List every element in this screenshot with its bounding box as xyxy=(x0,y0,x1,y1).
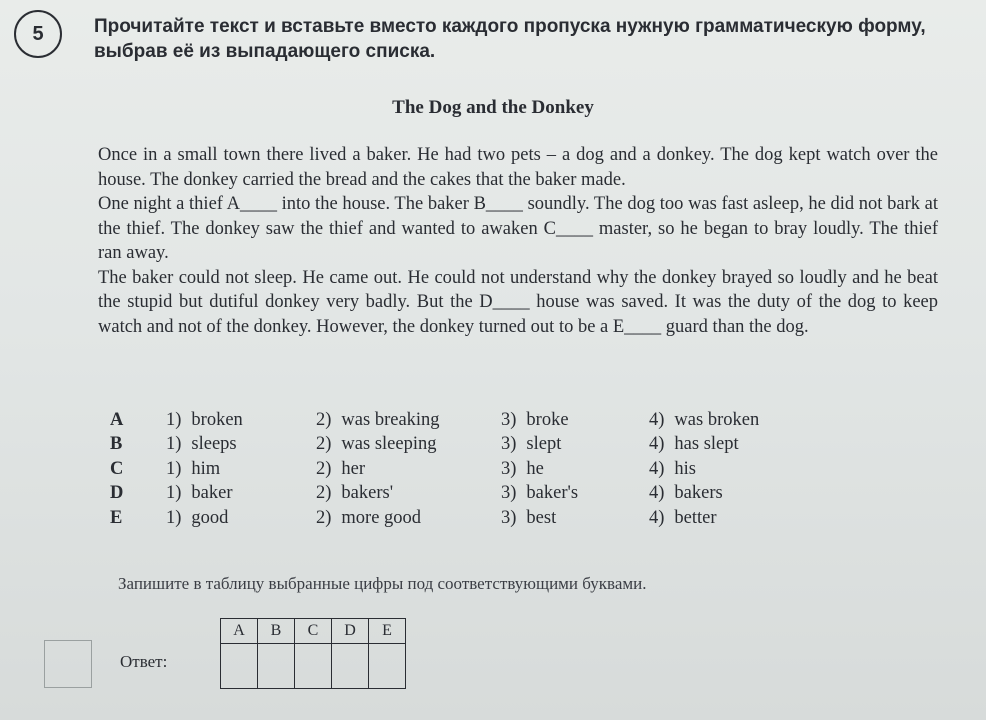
task-number: 5 xyxy=(32,22,44,45)
option-choice[interactable]: 2) was breaking xyxy=(316,409,440,430)
answer-column-header: A xyxy=(221,619,258,644)
passage xyxy=(98,143,938,339)
option-choice[interactable]: 4) was broken xyxy=(649,409,760,430)
answer-column-header: D xyxy=(332,619,369,644)
option-choice[interactable]: 1) broken xyxy=(166,409,243,430)
answer-checkbox[interactable] xyxy=(44,640,92,688)
answer-cell-d[interactable] xyxy=(332,644,369,689)
gap-letter: D xyxy=(110,483,124,504)
option-choice[interactable]: 2) bakers' xyxy=(316,483,394,504)
answer-cell-e[interactable] xyxy=(369,644,406,689)
passage-paragraph: The baker could not sleep. He came out. He could not understand why the donkey brayed so loudly and he beat the stupid but dutiful donkey very badly. But the D____ house was saved. It was the duty of the dog to keep watch and not of the donkey. However, the donkey turned out to be a E____ guard than the dog. xyxy=(98,267,938,337)
gap-letter: B xyxy=(110,434,123,455)
passage-paragraph: Once in a small town there lived a baker. He had two pets – a dog and a donkey. The dog kept watch over the house. The donkey carried the bread and the cakes that the baker made. xyxy=(98,145,938,190)
answer-table-header xyxy=(221,619,406,644)
option-choice[interactable]: 4) has slept xyxy=(649,434,739,455)
gap-letter: E xyxy=(110,507,123,528)
option-choice[interactable]: 3) broke xyxy=(501,409,569,430)
answer-table xyxy=(220,618,406,689)
option-choice[interactable]: 1) him xyxy=(166,458,221,479)
task-instruction: Прочитайте текст и вставьте вместо каждого пропуска нужную грамматическую форму, выбрав её из выпадающего списка. xyxy=(94,16,926,62)
options-row-c xyxy=(110,457,830,482)
option-choice[interactable]: 4) bakers xyxy=(649,483,723,504)
option-choice[interactable]: 2) was sleeping xyxy=(316,434,437,455)
options-row-b xyxy=(110,433,830,458)
answer-cell-b[interactable] xyxy=(258,644,295,689)
answer-table-row xyxy=(221,644,406,689)
task-number-badge xyxy=(14,10,62,58)
option-choice[interactable]: 4) better xyxy=(649,507,717,528)
options-row-d xyxy=(110,482,830,507)
option-choice[interactable]: 4) his xyxy=(649,458,697,479)
answer-cell-a[interactable] xyxy=(221,644,258,689)
option-choice[interactable]: 1) sleeps xyxy=(166,434,237,455)
answer-label: Ответ: xyxy=(120,652,168,671)
options-row-e xyxy=(110,506,830,531)
option-choice[interactable]: 3) baker's xyxy=(501,483,579,504)
answer-options xyxy=(110,408,830,531)
gap-letter: C xyxy=(110,458,124,479)
answer-column-header: C xyxy=(295,619,332,644)
option-choice[interactable]: 3) he xyxy=(501,458,544,479)
option-choice[interactable]: 1) baker xyxy=(166,483,233,504)
options-row-a xyxy=(110,408,830,433)
option-choice[interactable]: 3) best xyxy=(501,507,557,528)
option-choice[interactable]: 1) good xyxy=(166,507,229,528)
answer-column-header: E xyxy=(369,619,406,644)
text-title: The Dog and the Donkey xyxy=(392,97,594,118)
table-instruction: Запишите в таблицу выбранные цифры под соответствующими буквами. xyxy=(118,574,647,593)
option-choice[interactable]: 2) her xyxy=(316,458,366,479)
passage-paragraph: One night a thief A____ into the house. The baker B____ soundly. The dog too was fast asleep, he did not bark at the thief. The donkey saw the thief and wanted to awaken C____ master, so he began to bray loudly. The thief ran away. xyxy=(98,194,938,263)
option-choice[interactable]: 3) slept xyxy=(501,434,562,455)
answer-column-header: B xyxy=(258,619,295,644)
answer-cell-c[interactable] xyxy=(295,644,332,689)
option-choice[interactable]: 2) more good xyxy=(316,507,422,528)
gap-letter: A xyxy=(110,409,124,430)
